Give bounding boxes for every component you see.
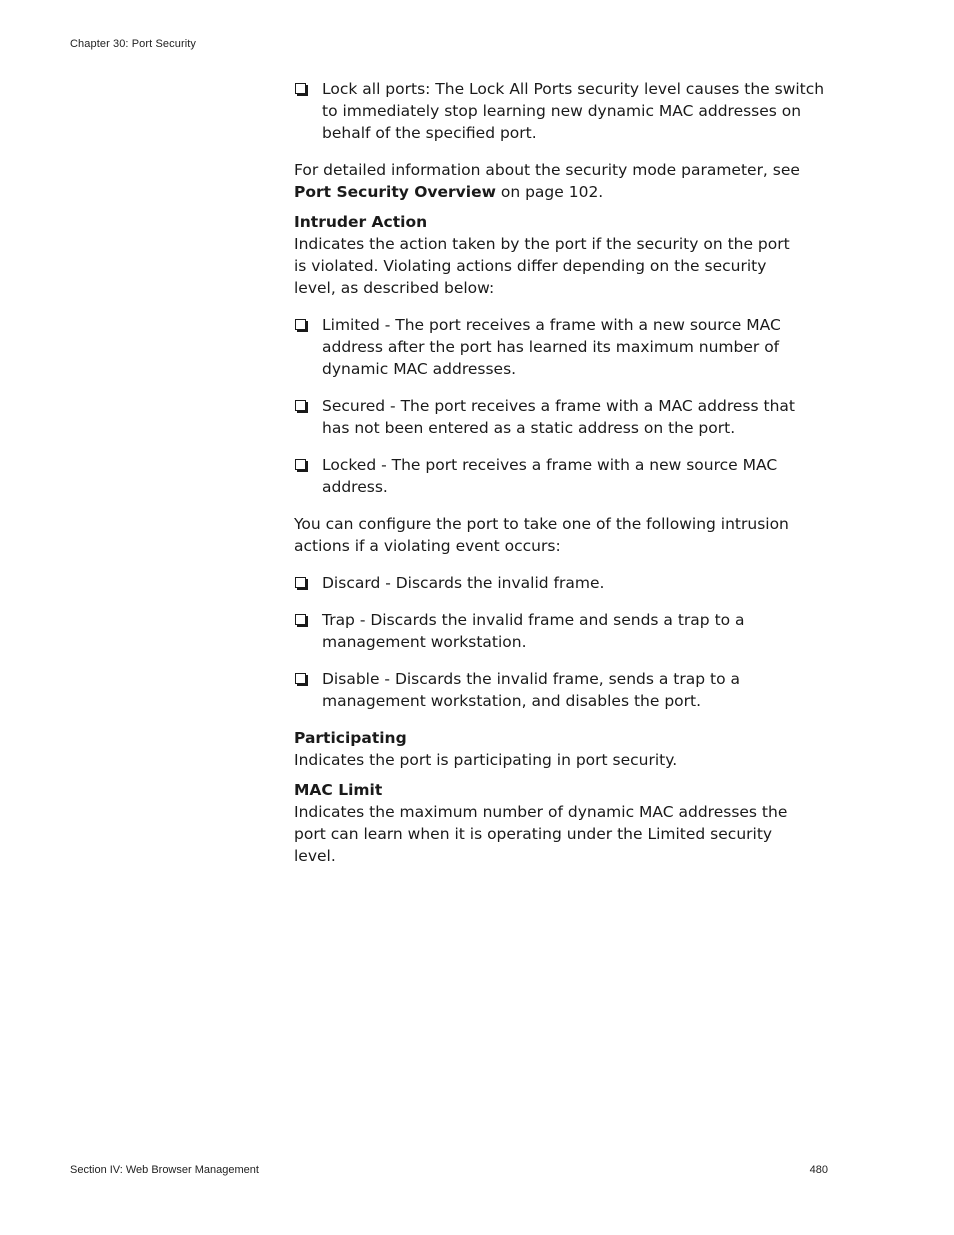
bullet-text: Disable - Discards the invalid frame, sends a trap to a management workstation, and disables the port.	[322, 670, 740, 710]
mac-limit-body: Indicates the maximum number of dynamic MAC addresses the port can learn when it is operating under the Limited security level.	[294, 803, 788, 865]
participating-body: Indicates the port is participating in port security.	[294, 751, 678, 769]
intruder-action-body: Indicates the action taken by the port if the security on the port is violated. Violating actions differ depending on the security level, as described below:	[294, 235, 790, 297]
reference-text-after: on page 102.	[495, 183, 604, 201]
checkbox-bullet-icon	[295, 577, 306, 588]
port-security-overview-link[interactable]: Port Security Overview	[294, 183, 496, 201]
checkbox-bullet-icon	[295, 400, 306, 411]
intruder-action-heading: Intruder Action	[294, 213, 428, 231]
bullet-text: Locked - The port receives a frame with a new source MAC address.	[322, 456, 778, 496]
bullet-text: Secured - The port receives a frame with a MAC address that has not been entered as a static address on the port.	[322, 397, 795, 437]
participating-heading: Participating	[294, 729, 407, 747]
list-item-limited	[294, 314, 784, 380]
list-item-locked	[294, 454, 784, 498]
intrusion-actions-intro: You can configure the port to take one of the following intrusion actions if a violating event occurs:	[294, 515, 789, 555]
checkbox-bullet-icon	[295, 319, 306, 330]
checkbox-bullet-icon	[295, 614, 306, 625]
page-content	[294, 78, 830, 875]
reference-text-before: For detailed information about the security mode parameter, see	[294, 161, 800, 179]
mac-limit-section	[294, 779, 794, 867]
list-item-secured	[294, 395, 826, 439]
participating-section	[294, 727, 802, 771]
checkbox-bullet-icon	[295, 673, 306, 684]
list-item-disable	[294, 668, 746, 712]
list-item-discard	[294, 572, 826, 594]
mac-limit-heading: MAC Limit	[294, 781, 383, 799]
list-item-trap	[294, 609, 746, 653]
bullet-text: Discard - Discards the invalid frame.	[322, 574, 605, 592]
checkbox-bullet-icon	[295, 83, 306, 94]
checkbox-bullet-icon	[295, 459, 306, 470]
bullet-text: Limited - The port receives a frame with a new source MAC address after the port has learned its maximum number of dynamic MAC addresses.	[322, 316, 781, 378]
security-mode-reference	[294, 159, 804, 203]
bullet-text: Trap - Discards the invalid frame and sends a trap to a management workstation.	[322, 611, 745, 651]
bullet-text: Lock all ports: The Lock All Ports security level causes the switch to immediately stop learning new dynamic MAC addresses on behalf of the specified port.	[322, 80, 825, 142]
chapter-header: Chapter 30: Port Security	[70, 38, 197, 50]
intruder-action-section	[294, 211, 802, 299]
footer-section-title: Section IV: Web Browser Management	[70, 1164, 259, 1176]
list-item-lock-all-ports	[294, 78, 826, 144]
footer-page-number: 480	[809, 1164, 828, 1176]
